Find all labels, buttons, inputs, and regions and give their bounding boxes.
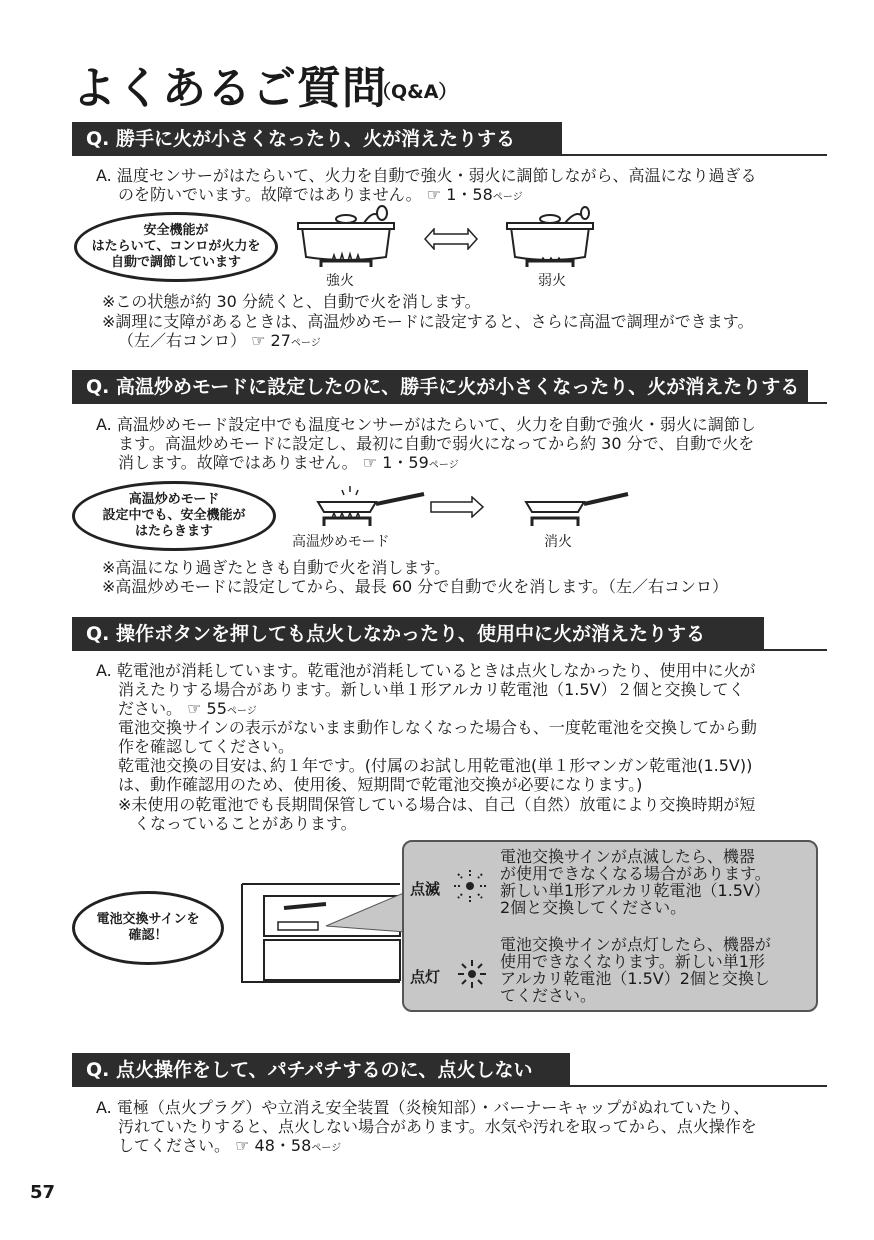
lit-light-icon xyxy=(454,956,490,992)
note-line: ※高温になり過ぎたときも自動で火を消します。 xyxy=(102,558,451,577)
blink-text-line: 2個と交換してください。 xyxy=(500,898,687,917)
blink-text-line: 新しい単1形アルカリ乾電池（1.5V） xyxy=(500,881,770,900)
answer-line: くなっていることがあります。 xyxy=(134,814,357,833)
note-line: （左／右コンロ） xyxy=(118,331,247,350)
lit-text-line: 電池交換サインが点灯したら、機器が xyxy=(500,935,771,954)
section-divider-2 xyxy=(72,402,827,404)
blink-text-line: が使用できなくなる場合があります。 xyxy=(500,864,771,883)
appliance-battery-illustration xyxy=(236,872,406,990)
answer-line: のを防いでいます。故障ではありません。 xyxy=(118,185,422,204)
pan-off-illustration xyxy=(520,482,640,530)
bubble-line: 設定中でも、安全機能が xyxy=(102,508,246,523)
answer-line-with-ref xyxy=(118,185,523,207)
pot-strong-flame-illustration xyxy=(296,205,406,275)
answer-line: A. 温度センサーがはたらいて、火力を自動で強火・弱火に調節しながら、高温になり過ぎる xyxy=(96,166,757,185)
page-title-suffix: （Q&A） xyxy=(372,81,458,103)
page-unit: ページ xyxy=(428,460,459,471)
blinking-light-icon xyxy=(450,866,490,906)
answer-line: 消します。故障ではありません。 xyxy=(118,453,358,472)
blink-text-line: 電池交換サインが点滅したら、機器 xyxy=(500,847,755,866)
question-heading-1: Q. 勝手に火が小さくなったり、火が消えたりする xyxy=(72,122,562,156)
callout-bubble xyxy=(72,891,224,965)
page-reference[interactable]: 48・58 xyxy=(254,1136,312,1155)
callout-bubble xyxy=(74,212,278,282)
answer-line: A. 乾電池が消耗しています。乾電池が消耗しているときは点火しなかったり、使用中に火が xyxy=(96,661,756,680)
page-unit: ページ xyxy=(492,192,523,203)
answer-line: 電池交換サインの表示がないまま動作しなくなった場合も、一度乾電池を交換してから動 xyxy=(118,718,757,737)
note-line: ※高温炒めモードに設定してから、最長 60 分で自動で火を消します。（左／右コンロ） xyxy=(102,577,729,596)
page-reference[interactable]: 1・58 xyxy=(446,185,493,204)
double-arrow-icon xyxy=(424,228,478,250)
answer-line: 汚れていたりすると、点火しない場合があります。水気や汚れを取ってから、点火操作を xyxy=(118,1117,757,1136)
answer-line: ます。高温炒めモードに設定し、最初に自動で弱火になってから約 30 分で、自動で火を xyxy=(118,434,755,453)
answer-line-with-ref xyxy=(118,1136,341,1158)
answer-line: A. 高温炒めモード設定中でも温度センサーがはたらいて、火力を自動で強火・弱火に調節し xyxy=(96,415,756,434)
bubble-line: 電池交換サインを xyxy=(96,912,200,927)
pointing-hand-icon: ☞ xyxy=(362,453,378,472)
bubble-line: 確認！ xyxy=(128,928,168,943)
lit-label: 点灯 xyxy=(410,968,441,986)
note-line: ※調理に支障があるときは、高温炒めモードに設定すると、さらに高温で調理ができます。 xyxy=(102,312,754,331)
pointing-hand-icon: ☞ xyxy=(251,331,266,350)
page-unit: ページ xyxy=(290,338,321,349)
answer-line: 乾電池交換の目安は､約１年です。(付属のお試し用乾電池(単１形マンガン乾電池(1.5V)) xyxy=(118,756,753,775)
arrow-right-icon xyxy=(430,496,484,518)
lit-text-line: アルカリ乾電池（1.5V）2個と交換し xyxy=(500,969,770,988)
lit-text-line: 使用できなくなります。新しい単1形 xyxy=(500,952,765,971)
page-reference[interactable]: 1・59 xyxy=(382,453,429,472)
caption-off: 消火 xyxy=(544,534,572,550)
pot-weak-flame-illustration xyxy=(505,205,605,275)
bubble-line: 自動で調節しています xyxy=(110,255,241,270)
caption-strong: 強火 xyxy=(326,273,354,289)
answer-line: A. 電極（点火プラグ）や立消え安全装置（炎検知部）・バーナーキャップがぬれていたり、 xyxy=(96,1098,750,1117)
section-divider-3 xyxy=(72,649,827,651)
caption-high-temp: 高温炒めモード xyxy=(292,534,390,550)
pan-high-temp-illustration xyxy=(312,482,432,530)
page-reference[interactable]: 55 xyxy=(206,699,227,718)
page-title: よくあるご質問 xyxy=(72,63,387,114)
question-heading-2: Q. 高温炒めモードに設定したのに、勝手に火が小さくなったり、火が消えたりする xyxy=(72,370,808,404)
answer-line: ださい。 xyxy=(118,699,183,718)
bubble-line: 高温炒めモード xyxy=(128,492,220,507)
answer-line: は、動作確認用のため、使用後、短期間で乾電池交換が必要になります。) xyxy=(118,775,643,794)
battery-sign-info-box xyxy=(402,840,818,1012)
pointing-hand-icon: ☞ xyxy=(426,185,442,204)
lit-text-line: てください。 xyxy=(500,986,597,1005)
caption-weak: 弱火 xyxy=(538,273,566,289)
page-unit: ページ xyxy=(226,706,257,717)
section-divider-4 xyxy=(72,1085,827,1087)
page-unit: ページ xyxy=(311,1143,342,1154)
answer-line: してください。 xyxy=(118,1136,231,1155)
blink-label: 点滅 xyxy=(410,880,441,898)
page-reference[interactable]: 27 xyxy=(270,331,291,350)
callout-bubble xyxy=(72,481,276,551)
bubble-line: はたらいて、コンロが火力を xyxy=(91,239,261,254)
answer-line: 消えたりする場合があります。新しい単１形アルカリ乾電池（1.5V）２個と交換してく xyxy=(118,680,745,699)
question-heading-4: Q. 点火操作をして、パチパチするのに、点火しない xyxy=(72,1053,570,1087)
question-heading-3: Q. 操作ボタンを押しても点火しなかったり、使用中に火が消えたりする xyxy=(72,617,764,651)
answer-line-with-ref xyxy=(118,453,459,475)
note-line-with-ref xyxy=(118,331,321,353)
bubble-line: はたらきます xyxy=(134,524,213,539)
section-divider-1 xyxy=(72,154,827,156)
bubble-line: 安全機能が xyxy=(143,223,209,238)
note-line: ※この状態が約 30 分続くと、自動で火を消します。 xyxy=(102,292,481,311)
pointing-hand-icon: ☞ xyxy=(187,699,202,718)
pointing-hand-icon: ☞ xyxy=(235,1136,250,1155)
answer-line: 作を確認してください。 xyxy=(118,737,295,756)
page-number: 57 xyxy=(30,1182,56,1203)
answer-line: ※未使用の乾電池でも長期間保管している場合は、自己（自然）放電により交換時期が短 xyxy=(118,795,756,814)
